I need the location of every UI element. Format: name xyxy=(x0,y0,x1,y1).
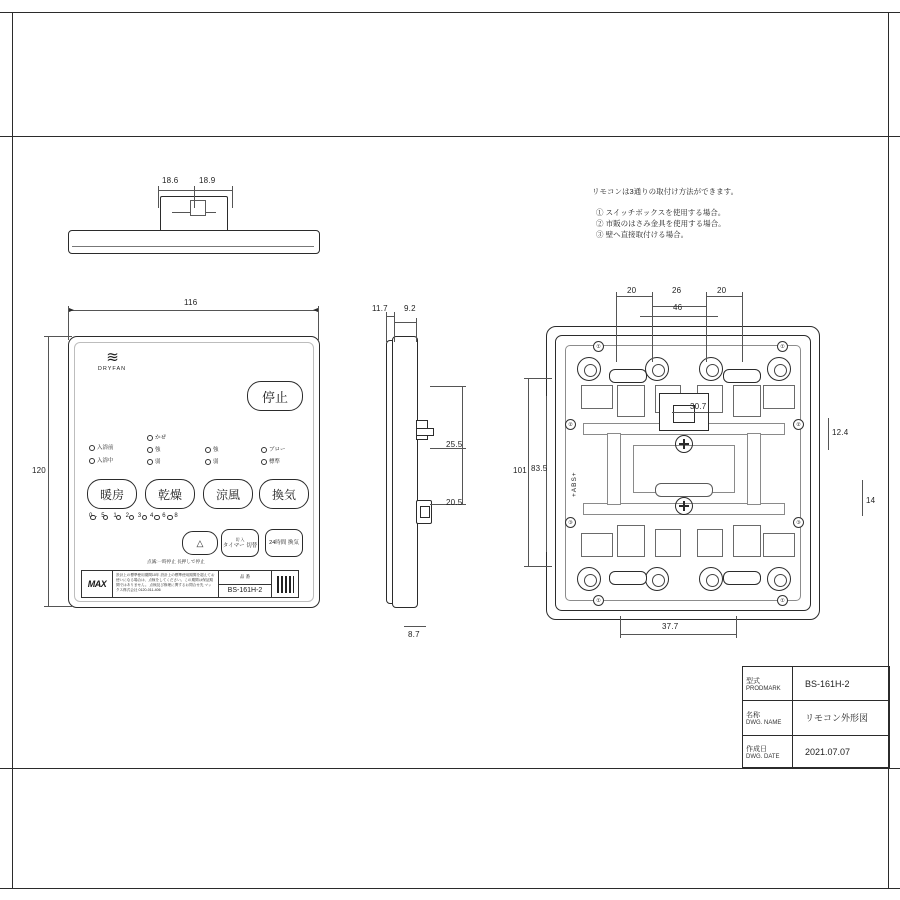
rib-tl xyxy=(581,385,613,409)
timer-button-top-label: 切 入 xyxy=(235,537,245,542)
cool-breeze-button[interactable]: 涼風 xyxy=(203,479,253,509)
lamp-dot-icon xyxy=(147,435,153,441)
side-25-dim xyxy=(462,386,463,448)
front-width-ext-r xyxy=(318,306,319,340)
dim-side-20: 20.5 xyxy=(446,498,463,507)
dim-front-height: 120 xyxy=(32,466,46,475)
dim-rear-46: 46 xyxy=(673,303,683,312)
screw-hole-tl xyxy=(577,357,601,381)
callout-2: ① xyxy=(777,341,788,352)
rib-br2 xyxy=(733,525,761,557)
blink-note: 点滅:一時停止 長押しで停止 xyxy=(147,559,205,564)
rib-tl2 xyxy=(617,385,645,417)
note-line-4: ③ 壁へ直接取付ける場合。 xyxy=(596,230,689,239)
screw-cross-upper xyxy=(675,435,693,453)
title-row-name xyxy=(743,701,889,735)
dry-button[interactable]: 乾燥 xyxy=(145,479,195,509)
dim-rear-12: 12.4 xyxy=(832,428,849,437)
title-label-model: 型式 PRODMARK xyxy=(743,667,793,700)
sheet-divider-upper xyxy=(0,136,900,137)
rear-ext-3 xyxy=(706,292,707,362)
sheet-border-bottom xyxy=(0,888,900,889)
lamp-hyojun: 標準 xyxy=(261,457,280,465)
lamp-kyo-1: 強 xyxy=(147,445,161,453)
dim-rear-30: 30.7 xyxy=(690,402,707,411)
rear-dim-20b xyxy=(706,296,742,297)
dim-rear-20a: 20 xyxy=(627,286,637,295)
rib-br xyxy=(763,533,795,557)
dim-top-right: 18.9 xyxy=(199,176,216,185)
callout-3: ① xyxy=(593,595,604,606)
side-bottom-dim xyxy=(404,626,426,627)
callout-1: ① xyxy=(593,341,604,352)
dim-side-total: 11.7 xyxy=(372,304,388,313)
screw-hole-bm2 xyxy=(699,567,723,591)
sheet-border-left xyxy=(12,12,13,888)
dim-rear-26: 26 xyxy=(672,286,682,295)
mount-slot-bottom-right xyxy=(723,571,761,585)
screw-hole-tr xyxy=(767,357,791,381)
top-dim-ext-mid xyxy=(194,186,195,208)
model-title: 品 番 xyxy=(219,571,271,585)
side-20-dim xyxy=(462,448,463,504)
spec-label-plate xyxy=(81,570,299,598)
rear-ext-4 xyxy=(742,292,743,362)
lamp-blow: ブロー xyxy=(261,445,286,453)
side-25-ext-t xyxy=(430,386,466,387)
lamp-dot-icon xyxy=(89,458,95,464)
rear-37-ext-r xyxy=(736,616,737,638)
lamp-jaku-1: 弱 xyxy=(147,457,161,465)
rib-bl2 xyxy=(617,525,645,557)
screw-hole-tm1 xyxy=(645,357,669,381)
rear-101-line xyxy=(528,378,529,566)
timer-scale-labels: 0.5 1 2 3 4 6 8 xyxy=(89,513,182,519)
rib-bm2 xyxy=(697,529,723,557)
mount-slot-top-left xyxy=(609,369,647,383)
rib-bl xyxy=(581,533,613,557)
callout-8: ③ xyxy=(793,517,804,528)
front-height-ext-b xyxy=(44,606,72,607)
callout-4: ① xyxy=(777,595,788,606)
callout-6: ② xyxy=(793,419,804,430)
qr-code-icon xyxy=(271,571,298,597)
rib-tr2 xyxy=(733,385,761,417)
brand-text: DRYFAN xyxy=(97,366,127,372)
rib-vertical-left xyxy=(607,433,621,505)
rear-ext-2 xyxy=(652,292,653,362)
note-line-3: ② 市販のはさみ金具を使用する場合。 xyxy=(596,219,726,228)
dim-rear-83: 83.5 xyxy=(531,464,548,473)
lamp-kaze: かぜ xyxy=(147,433,166,441)
slot-center xyxy=(655,483,713,497)
front-width-dim-line xyxy=(68,310,318,311)
vent24-button[interactable]: 24時間 換気 xyxy=(265,529,303,557)
sheet-border-top xyxy=(0,12,900,13)
title-value-name: リモコン外形図 xyxy=(805,713,869,724)
title-row-date xyxy=(743,736,889,769)
model-value: BS-161H-2 xyxy=(227,587,263,595)
rear-37-ext-l xyxy=(620,616,621,638)
remote-front-view xyxy=(68,336,320,608)
stop-button[interactable]: 停止 xyxy=(247,381,303,411)
top-dim-line xyxy=(158,190,232,191)
screw-hole-bl xyxy=(577,567,601,591)
material-mark: +ABS+ xyxy=(571,471,578,497)
title-value-date: 2021.07.07 xyxy=(805,747,851,758)
callout-7: ③ xyxy=(565,517,576,528)
mount-slot-top-right xyxy=(723,369,761,383)
side-tab-lower-inner xyxy=(420,506,430,518)
dim-front-width: 116 xyxy=(184,298,198,307)
lamp-dot-icon xyxy=(89,445,95,451)
rear-view-body xyxy=(546,326,820,620)
screw-cross-lower xyxy=(675,497,693,515)
front-height-ext-t xyxy=(44,336,72,337)
top-boss-detail xyxy=(190,200,206,216)
lamp-dot-icon xyxy=(261,459,267,465)
lamp-kyo-2: 強 xyxy=(205,445,219,453)
screw-hole-tm2 xyxy=(699,357,723,381)
lamp-jaku-2: 弱 xyxy=(205,457,219,465)
ventilation-button[interactable]: 換気 xyxy=(259,479,309,509)
rib-bm1 xyxy=(655,529,681,557)
callout-5: ② xyxy=(565,419,576,430)
top-dim-ext-left xyxy=(158,186,159,208)
lamp-nyuyokumae: 入浴前 xyxy=(89,443,114,451)
mount-slot-bottom-left xyxy=(609,571,647,585)
dim-rear-37: 37.7 xyxy=(662,622,679,631)
rear-dim-20a xyxy=(616,296,652,297)
rear-37-line xyxy=(620,634,736,635)
top-dim-ext-right xyxy=(232,186,233,208)
lamp-dot-icon xyxy=(261,447,267,453)
side-ext-2 xyxy=(394,312,395,342)
lamp-dot-icon xyxy=(205,459,211,465)
dim-side-25: 25.5 xyxy=(446,440,463,449)
screw-hole-br xyxy=(767,567,791,591)
dryfan-icon: ≋ xyxy=(106,349,118,366)
max-logo: MAX xyxy=(82,571,113,597)
side-ext-1 xyxy=(386,312,387,342)
note-line-1: リモコンは3通りの取付け方法ができます。 xyxy=(592,187,739,196)
rear-12-line xyxy=(828,418,829,450)
dim-rear-101: 101 xyxy=(513,466,527,475)
lamp-dot-icon xyxy=(205,447,211,453)
title-value-model: BS-161H-2 xyxy=(805,678,850,689)
dim-side-body: 9.2 xyxy=(404,304,416,313)
caution-text: 設計上の標準使用期間10年 設計上の標準使用期間を超えてお使いになる場合は、点検をしてください。この期間は保証期間ではありません。 点検及び修理に関するお問合せ先 マックス株式会社 0120-011-406 xyxy=(116,573,215,592)
timer-switch-button[interactable] xyxy=(221,529,259,557)
title-row-model xyxy=(743,667,889,701)
model-box xyxy=(218,571,271,597)
dim-top-left: 18.6 xyxy=(162,176,179,185)
title-label-date: 作成日 DWG. DATE xyxy=(743,736,793,769)
title-block xyxy=(742,666,890,768)
heat-button[interactable]: 暖房 xyxy=(87,479,137,509)
front-height-dim-line xyxy=(48,336,49,606)
screw-hole-bm1 xyxy=(645,567,669,591)
side-dim-a xyxy=(386,316,394,317)
lamp-nyuyokuchu: 入浴中 xyxy=(89,456,114,464)
side-ext-3 xyxy=(416,318,417,342)
rib-vertical-right xyxy=(747,433,761,505)
top-view-edge xyxy=(72,246,314,247)
timer-button-label: タイマー 切替 xyxy=(222,543,258,549)
dim-rear-14: 14 xyxy=(866,496,876,505)
brand-logo xyxy=(89,351,135,372)
dim-rear-20b: 20 xyxy=(717,286,727,295)
rear-101-ext-b xyxy=(524,566,552,567)
dim-side-bottom: 8.7 xyxy=(408,630,420,639)
rear-14-line xyxy=(862,480,863,516)
rear-ext-1 xyxy=(616,292,617,362)
lamp-dot-icon xyxy=(147,459,153,465)
lamp-dot-icon xyxy=(147,447,153,453)
rear-30-line xyxy=(672,412,708,413)
rib-tr xyxy=(763,385,795,409)
top-view-body xyxy=(68,230,320,254)
side-view-body xyxy=(392,336,418,608)
up-triangle-button[interactable]: △ xyxy=(182,531,218,555)
rear-83-line xyxy=(546,396,547,552)
side-tab-upper-lip xyxy=(416,428,434,436)
side-dim-b xyxy=(394,322,416,323)
title-label-name: 名称 DWG. NAME xyxy=(743,701,793,734)
note-line-2: ① スイッチボックスを使用する場合。 xyxy=(596,208,726,217)
rear-101-ext-t xyxy=(524,378,552,379)
